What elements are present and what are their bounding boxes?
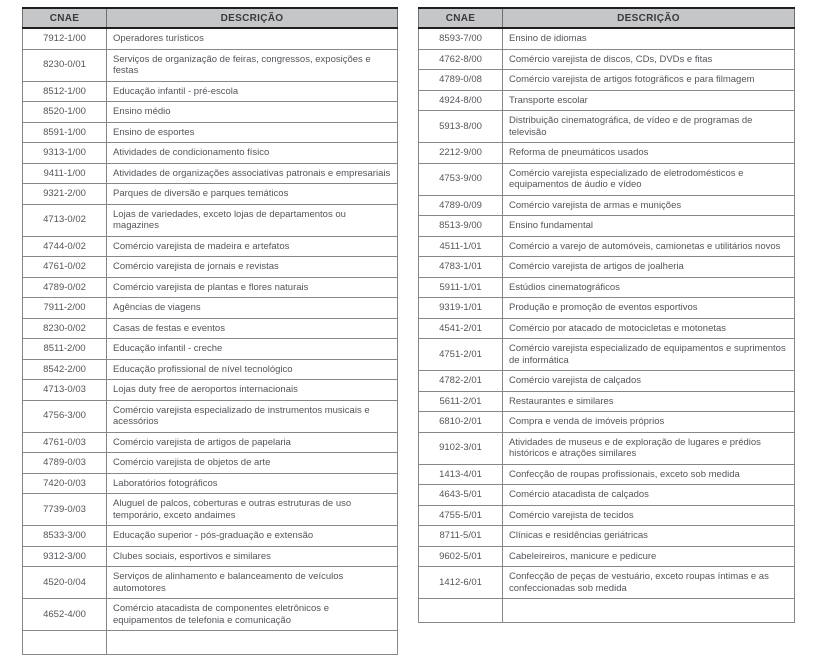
description-cell: Educação infantil - creche: [107, 339, 398, 360]
description-cell: Clubes sociais, esportivos e similares: [107, 546, 398, 567]
cnae-code-cell: 9321-2/00: [23, 184, 107, 205]
description-cell: Lojas duty free de aeroportos internacionais: [107, 380, 398, 401]
table-row: [23, 163, 398, 184]
table-row: [419, 464, 795, 485]
description-cell: Comércio varejista de discos, CDs, DVDs e fitas: [503, 49, 795, 70]
description-cell: Confecção de peças de vestuário, exceto roupas íntimas e as confeccionadas sob medida: [503, 567, 795, 599]
description-cell: Operadores turísticos: [107, 28, 398, 49]
column-header-descricao: DESCRIÇÃO: [107, 8, 398, 28]
description-cell: Casas de festas e eventos: [107, 318, 398, 339]
description-cell: [503, 599, 795, 623]
cnae-code-cell: 4520-0/04: [23, 567, 107, 599]
description-cell: Comércio por atacado de motocicletas e motonetas: [503, 318, 795, 339]
cnae-code-cell: 8711-5/01: [419, 526, 503, 547]
table-row: [23, 380, 398, 401]
description-cell: Comércio varejista de artigos de papelaria: [107, 432, 398, 453]
table-row: [419, 391, 795, 412]
description-cell: Educação profissional de nível tecnológico: [107, 359, 398, 380]
header-row: [419, 8, 795, 28]
cnae-code-cell: 4782-2/01: [419, 371, 503, 392]
cnae-code-cell: 9102-3/01: [419, 432, 503, 464]
cnae-code-cell: [419, 599, 503, 623]
description-cell: Comércio varejista de jornais e revistas: [107, 257, 398, 278]
cnae-code-cell: 7912-1/00: [23, 28, 107, 49]
table-row: [419, 277, 795, 298]
table-row: [419, 111, 795, 143]
table-row: [23, 599, 398, 631]
cnae-code-cell: 8511-2/00: [23, 339, 107, 360]
cnae-code-cell: 1412-6/01: [419, 567, 503, 599]
table-row: [419, 70, 795, 91]
table-row: [419, 195, 795, 216]
table-row: [419, 49, 795, 70]
description-cell: Distribuição cinematográfica, de vídeo e de programas de televisão: [503, 111, 795, 143]
column-header-cnae: CNAE: [419, 8, 503, 28]
cnae-code-cell: 6810-2/01: [419, 412, 503, 433]
table-row: [23, 339, 398, 360]
description-cell: Comércio atacadista de componentes eletrônicos e equipamentos de telefonia e comunicação: [107, 599, 398, 631]
table-row: [419, 143, 795, 164]
table-row: [419, 28, 795, 49]
cnae-code-cell: 4789-0/08: [419, 70, 503, 91]
description-cell: [107, 631, 398, 655]
table-row: [23, 400, 398, 432]
table-row: [419, 298, 795, 319]
description-cell: Comércio varejista de armas e munições: [503, 195, 795, 216]
cnae-code-cell: 9411-1/00: [23, 163, 107, 184]
table-row: [419, 412, 795, 433]
table-row: [23, 204, 398, 236]
column-header-descricao: DESCRIÇÃO: [503, 8, 795, 28]
cnae-code-cell: 4789-0/02: [23, 277, 107, 298]
description-cell: Comércio varejista de tecidos: [503, 505, 795, 526]
description-cell: Compra e venda de imóveis próprios: [503, 412, 795, 433]
cnae-code-cell: 9313-1/00: [23, 143, 107, 164]
table-row: [419, 567, 795, 599]
cnae-code-cell: 8591-1/00: [23, 122, 107, 143]
table-row: [419, 236, 795, 257]
cnae-code-cell: 2212-9/00: [419, 143, 503, 164]
table-row: [23, 184, 398, 205]
table-row: [23, 122, 398, 143]
cnae-code-cell: 9319-1/01: [419, 298, 503, 319]
description-cell: Clínicas e residências geriátricas: [503, 526, 795, 547]
table-body: [23, 28, 398, 655]
description-cell: Educação superior - pós-graduação e extensão: [107, 526, 398, 547]
cnae-code-cell: 4511-1/01: [419, 236, 503, 257]
cnae-code-cell: 8593-7/00: [419, 28, 503, 49]
cnae-code-cell: 4744-0/02: [23, 236, 107, 257]
cnae-code-cell: 4761-0/03: [23, 432, 107, 453]
cnae-code-cell: 4753-9/00: [419, 163, 503, 195]
cnae-code-cell: 5611-2/01: [419, 391, 503, 412]
table-row: [419, 546, 795, 567]
table-row: [23, 359, 398, 380]
description-cell: Estúdios cinematográficos: [503, 277, 795, 298]
cnae-code-cell: 4789-0/03: [23, 453, 107, 474]
description-cell: Ensino de esportes: [107, 122, 398, 143]
cnae-code-cell: 4713-0/02: [23, 204, 107, 236]
cnae-code-cell: 5913-8/00: [419, 111, 503, 143]
column-header-cnae: CNAE: [23, 8, 107, 28]
table-row: [419, 90, 795, 111]
table-row: [419, 339, 795, 371]
description-cell: Comércio varejista especializado de instrumentos musicais e acessórios: [107, 400, 398, 432]
description-cell: Comércio varejista de madeira e artefatos: [107, 236, 398, 257]
description-cell: Comércio varejista de artigos de joalheria: [503, 257, 795, 278]
description-cell: Ensino médio: [107, 102, 398, 123]
table-header: [419, 8, 795, 28]
table-row: [23, 567, 398, 599]
cnae-code-cell: 4756-3/00: [23, 400, 107, 432]
description-cell: Agências de viagens: [107, 298, 398, 319]
description-cell: Ensino fundamental: [503, 216, 795, 237]
cnae-code-cell: 8520-1/00: [23, 102, 107, 123]
description-cell: Comércio varejista de plantas e flores naturais: [107, 277, 398, 298]
description-cell: Comércio atacadista de calçados: [503, 485, 795, 506]
cnae-code-cell: 5911-1/01: [419, 277, 503, 298]
description-cell: Comércio varejista especializado de equipamentos e suprimentos de informática: [503, 339, 795, 371]
cnae-code-cell: 8230-0/01: [23, 49, 107, 81]
cnae-code-cell: 4643-5/01: [419, 485, 503, 506]
cnae-code-cell: 9312-3/00: [23, 546, 107, 567]
cnae-code-cell: 4789-0/09: [419, 195, 503, 216]
table-row: [419, 485, 795, 506]
cnae-code-cell: 8542-2/00: [23, 359, 107, 380]
description-cell: Educação infantil - pré-escola: [107, 81, 398, 102]
description-cell: Aluguel de palcos, coberturas e outras estruturas de uso temporário, exceto andaimes: [107, 494, 398, 526]
description-cell: Comércio varejista de artigos fotográficos e para filmagem: [503, 70, 795, 91]
cnae-code-cell: 4541-2/01: [419, 318, 503, 339]
cnae-code-cell: 4652-4/00: [23, 599, 107, 631]
cnae-code-cell: 8230-0/02: [23, 318, 107, 339]
description-cell: Atividades de museus e de exploração de lugares e prédios históricos e atrações similares: [503, 432, 795, 464]
cnae-code-cell: 8512-1/00: [23, 81, 107, 102]
cnae-code-cell: 4755-5/01: [419, 505, 503, 526]
partial-clipped-row: [419, 599, 795, 623]
description-cell: Produção e promoção de eventos esportivos: [503, 298, 795, 319]
description-cell: Atividades de condicionamento físico: [107, 143, 398, 164]
cnae-code-cell: 4751-2/01: [419, 339, 503, 371]
cnae-code-cell: 7911-2/00: [23, 298, 107, 319]
table-row: [419, 526, 795, 547]
description-cell: Comércio varejista de objetos de arte: [107, 453, 398, 474]
description-cell: Confecção de roupas profissionais, exceto sob medida: [503, 464, 795, 485]
table-row: [419, 432, 795, 464]
table-row: [23, 298, 398, 319]
table-row: [23, 473, 398, 494]
description-cell: Comércio varejista especializado de eletrodomésticos e equipamentos de áudio e vídeo: [503, 163, 795, 195]
cnae-table-left: [22, 7, 398, 655]
table-row: [23, 546, 398, 567]
table-row: [419, 371, 795, 392]
cnae-table-right: [418, 7, 795, 623]
table-row: [23, 81, 398, 102]
table-row: [23, 102, 398, 123]
cnae-code-cell: 4762-8/00: [419, 49, 503, 70]
table-row: [23, 318, 398, 339]
table-row: [419, 257, 795, 278]
description-cell: Reforma de pneumáticos usados: [503, 143, 795, 164]
table-row: [23, 49, 398, 81]
description-cell: Serviços de alinhamento e balanceamento de veículos automotores: [107, 567, 398, 599]
table-row: [23, 257, 398, 278]
table-row: [23, 236, 398, 257]
cnae-code-cell: [23, 631, 107, 655]
table-row: [23, 432, 398, 453]
description-cell: Cabeleireiros, manicure e pedicure: [503, 546, 795, 567]
table-row: [23, 277, 398, 298]
cnae-code-cell: 9602-5/01: [419, 546, 503, 567]
description-cell: Laboratórios fotográficos: [107, 473, 398, 494]
table-row: [23, 453, 398, 474]
table-body: [419, 28, 795, 623]
description-cell: Transporte escolar: [503, 90, 795, 111]
cnae-code-cell: 8533-3/00: [23, 526, 107, 547]
table-row: [23, 143, 398, 164]
cnae-code-cell: 4713-0/03: [23, 380, 107, 401]
description-cell: Atividades de organizações associativas patronais e empresariais: [107, 163, 398, 184]
cnae-code-cell: 1413-4/01: [419, 464, 503, 485]
table-row: [419, 318, 795, 339]
partial-clipped-row: [23, 631, 398, 655]
table-row: [419, 163, 795, 195]
table-row: [419, 216, 795, 237]
cnae-code-cell: 7420-0/03: [23, 473, 107, 494]
description-cell: Comércio a varejo de automóveis, camionetas e utilitários novos: [503, 236, 795, 257]
table-row: [23, 526, 398, 547]
table-row: [23, 494, 398, 526]
description-cell: Restaurantes e similares: [503, 391, 795, 412]
description-cell: Lojas de variedades, exceto lojas de departamentos ou magazines: [107, 204, 398, 236]
header-row: [23, 8, 398, 28]
cnae-code-cell: 4761-0/02: [23, 257, 107, 278]
cnae-code-cell: 8513-9/00: [419, 216, 503, 237]
table-header: [23, 8, 398, 28]
cnae-code-cell: 7739-0/03: [23, 494, 107, 526]
description-cell: Serviços de organização de feiras, congressos, exposições e festas: [107, 49, 398, 81]
table-row: [23, 28, 398, 49]
table-row: [419, 505, 795, 526]
description-cell: Comércio varejista de calçados: [503, 371, 795, 392]
cnae-code-cell: 4924-8/00: [419, 90, 503, 111]
cnae-code-cell: 4783-1/01: [419, 257, 503, 278]
description-cell: Ensino de idiomas: [503, 28, 795, 49]
description-cell: Parques de diversão e parques temáticos: [107, 184, 398, 205]
